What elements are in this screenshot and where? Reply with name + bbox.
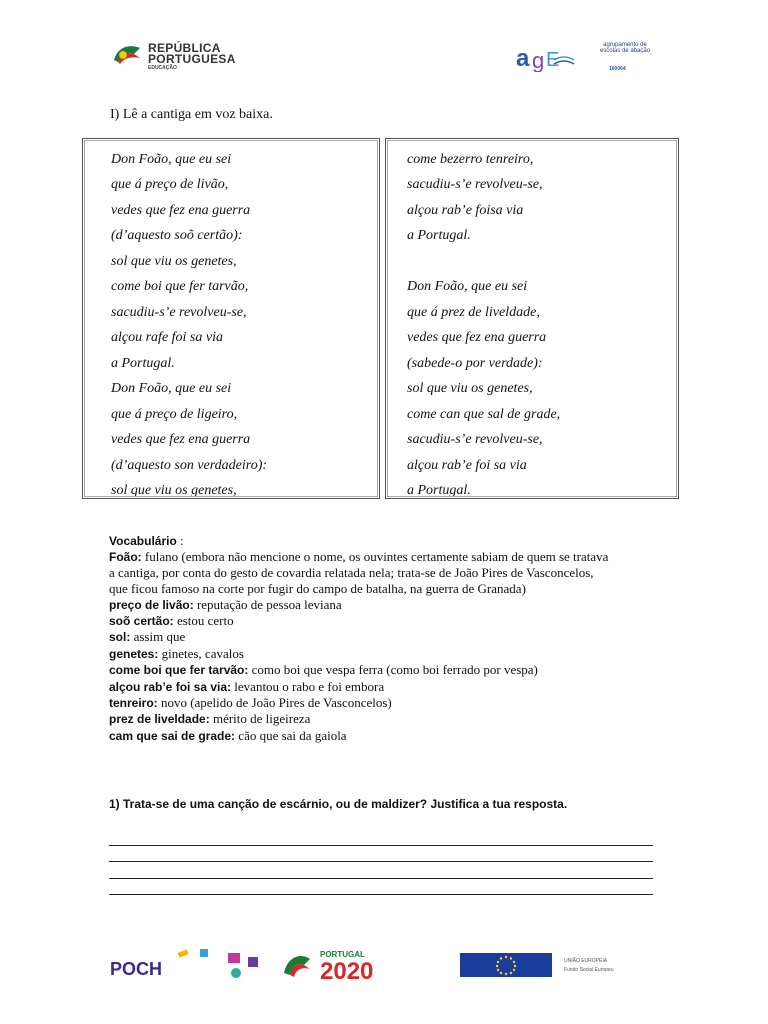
vocab-term: prez de liveldade: [109, 712, 210, 726]
vocab-entry [109, 695, 392, 711]
verse-line: sacudiu-s’e revolveu-se, [407, 432, 543, 447]
eu-text [564, 957, 656, 975]
vocab-definition: assim que [130, 629, 186, 644]
verse-line: sacudiu-s’e revolveu-se, [111, 305, 247, 320]
verse-line: Don Foão, que eu sei [111, 152, 232, 167]
verse-line: alçou rab’e foisa via [407, 203, 524, 218]
portugal-text: PORTUGAL [320, 950, 365, 959]
poch-text: POCH [110, 959, 163, 979]
logo-line-2: PORTUGUESA [148, 52, 236, 66]
verse-line: sacudiu-s’e revolveu-se, [407, 177, 543, 192]
vocab-definition: reputação de pessoa leviana [193, 597, 342, 612]
eu-union-label: UNIÃO EUROPEIA [564, 958, 608, 964]
vocab-definition: levantou o rabo e foi embora [231, 679, 385, 694]
agrupamento-name: agrupamento de escolas de abação [599, 42, 651, 54]
poem-box-right [385, 138, 679, 499]
verse-line: (d’aquesto son verdadeiro): [111, 458, 268, 473]
vocab-definition: que ficou famoso na corte por fugir do campo de batalha, na guerra de Granada) [109, 581, 526, 596]
answer-line[interactable] [109, 845, 653, 846]
poch-logo [108, 949, 276, 981]
vocab-entry [109, 613, 234, 629]
verse-line: alçou rafe foi sa via [111, 330, 223, 345]
vocab-definition: novo (apelido de João Pires de Vasconcelos) [157, 695, 392, 710]
verse-line: sol que viu os genetes, [407, 381, 533, 396]
verse-line: a Portugal. [407, 228, 471, 243]
agrupamento-mark-icon [514, 42, 576, 72]
vocab-term: cam que sai de grade: [109, 729, 236, 743]
verse-line: alçou rab’e foi sa via [407, 458, 527, 473]
svg-text:a: a [516, 45, 530, 72]
vocab-term: Foão: [109, 550, 142, 564]
logo-line-1: REPÚBLICA [148, 41, 221, 55]
vocab-definition: ginetes, cavalos [158, 646, 244, 661]
logo-line-3: EDUCAÇÃO [148, 65, 177, 71]
verse-line: come can que sal de grade, [407, 407, 561, 422]
verse-line: que á preço de livão, [111, 177, 229, 192]
vocab-definition: estou certo [173, 613, 234, 628]
vocab-entry [109, 711, 310, 727]
vocabulary-colon: : [176, 533, 184, 548]
verse-line: que á preço de ligeiro, [111, 407, 238, 422]
vocab-term: alçou rab’e foi sa via: [109, 680, 232, 694]
vocab-definition: a cantiga, por conta do gesto de covardia relatada nela; trata-se de João Pires de Vasconcelos, [109, 565, 594, 580]
vocab-term: genetes: [109, 647, 159, 661]
vocab-term: tenreiro: [109, 696, 158, 710]
vocab-definition: fulano (embora não mencione o nome, os ouvintes certamente sabiam de quem se tratava [141, 549, 609, 564]
verse-line: Don Foão, que eu sei [407, 279, 528, 294]
funding-footer [108, 943, 658, 983]
eu-flag-icon [460, 953, 552, 977]
republica-portuguesa-logo [112, 40, 257, 70]
answer-line[interactable] [109, 878, 653, 879]
vocab-entry [109, 679, 384, 695]
vocab-entry [109, 597, 342, 613]
verse-line: a Portugal. [111, 356, 175, 371]
eu-fund-label: Fundo Social Europeu [564, 967, 614, 973]
verse-line: sol que viu os genetes, [111, 254, 237, 269]
vocab-entry [109, 646, 244, 662]
vocab-definition: como boi que vespa ferra (como boi ferrado por vespa) [248, 662, 538, 677]
agrupamento-code: 160064 [609, 66, 626, 72]
verse-line: come boi que fer tarvão, [111, 279, 249, 294]
portugal-2020-logo [280, 947, 464, 981]
answer-line[interactable] [109, 861, 653, 862]
svg-text:g: g [532, 48, 545, 72]
agrupamento-escolas-logo [514, 42, 659, 74]
verse-line: vedes que fez ena guerra [111, 203, 251, 218]
vocab-term: sol: [109, 630, 131, 644]
question-1: 1) Trata-se de uma canção de escárnio, ou de maldizer? Justifica a tua resposta. [109, 797, 568, 811]
vocab-entry [109, 662, 538, 678]
verse-line: a Portugal. [407, 483, 471, 498]
verse-line: come bezerro tenreiro, [407, 152, 534, 167]
svg-text:E: E [546, 49, 560, 71]
vocab-entry [109, 629, 185, 645]
vocab-entry [109, 581, 526, 597]
vocab-term: come boi que fer tarvão: [109, 663, 249, 677]
vocab-term: preço de livão: [109, 598, 194, 612]
year-text: 2020 [320, 958, 374, 981]
verse-line: (sabede-o por verdade): [407, 356, 543, 371]
verse-line: que á prez de liveldade, [407, 305, 540, 320]
vocab-definition: mérito de ligeireza [209, 711, 311, 726]
verse-line: (d’aquesto soõ certão): [111, 228, 243, 243]
vocab-definition: cão que sai da gaiola [235, 728, 347, 743]
poem-box-left [82, 138, 380, 499]
verse-line: vedes que fez ena guerra [407, 330, 547, 345]
verse-line: sol que viu os genetes, [111, 483, 237, 498]
instruction-heading: I) Lê a cantiga em voz baixa. [110, 107, 273, 122]
verse-line: vedes que fez ena guerra [111, 432, 251, 447]
portugal-flag-icon [112, 42, 142, 64]
answer-line[interactable] [109, 894, 653, 895]
vocab-entry [109, 565, 594, 581]
vocab-entry [109, 549, 608, 565]
vocab-term: soõ certão: [109, 614, 174, 628]
vocab-entry [109, 728, 347, 744]
verse-line: Don Foão, que eu sei [111, 381, 232, 396]
vocabulary-heading [109, 533, 184, 549]
vocabulary-title: Vocabulário [109, 534, 177, 548]
